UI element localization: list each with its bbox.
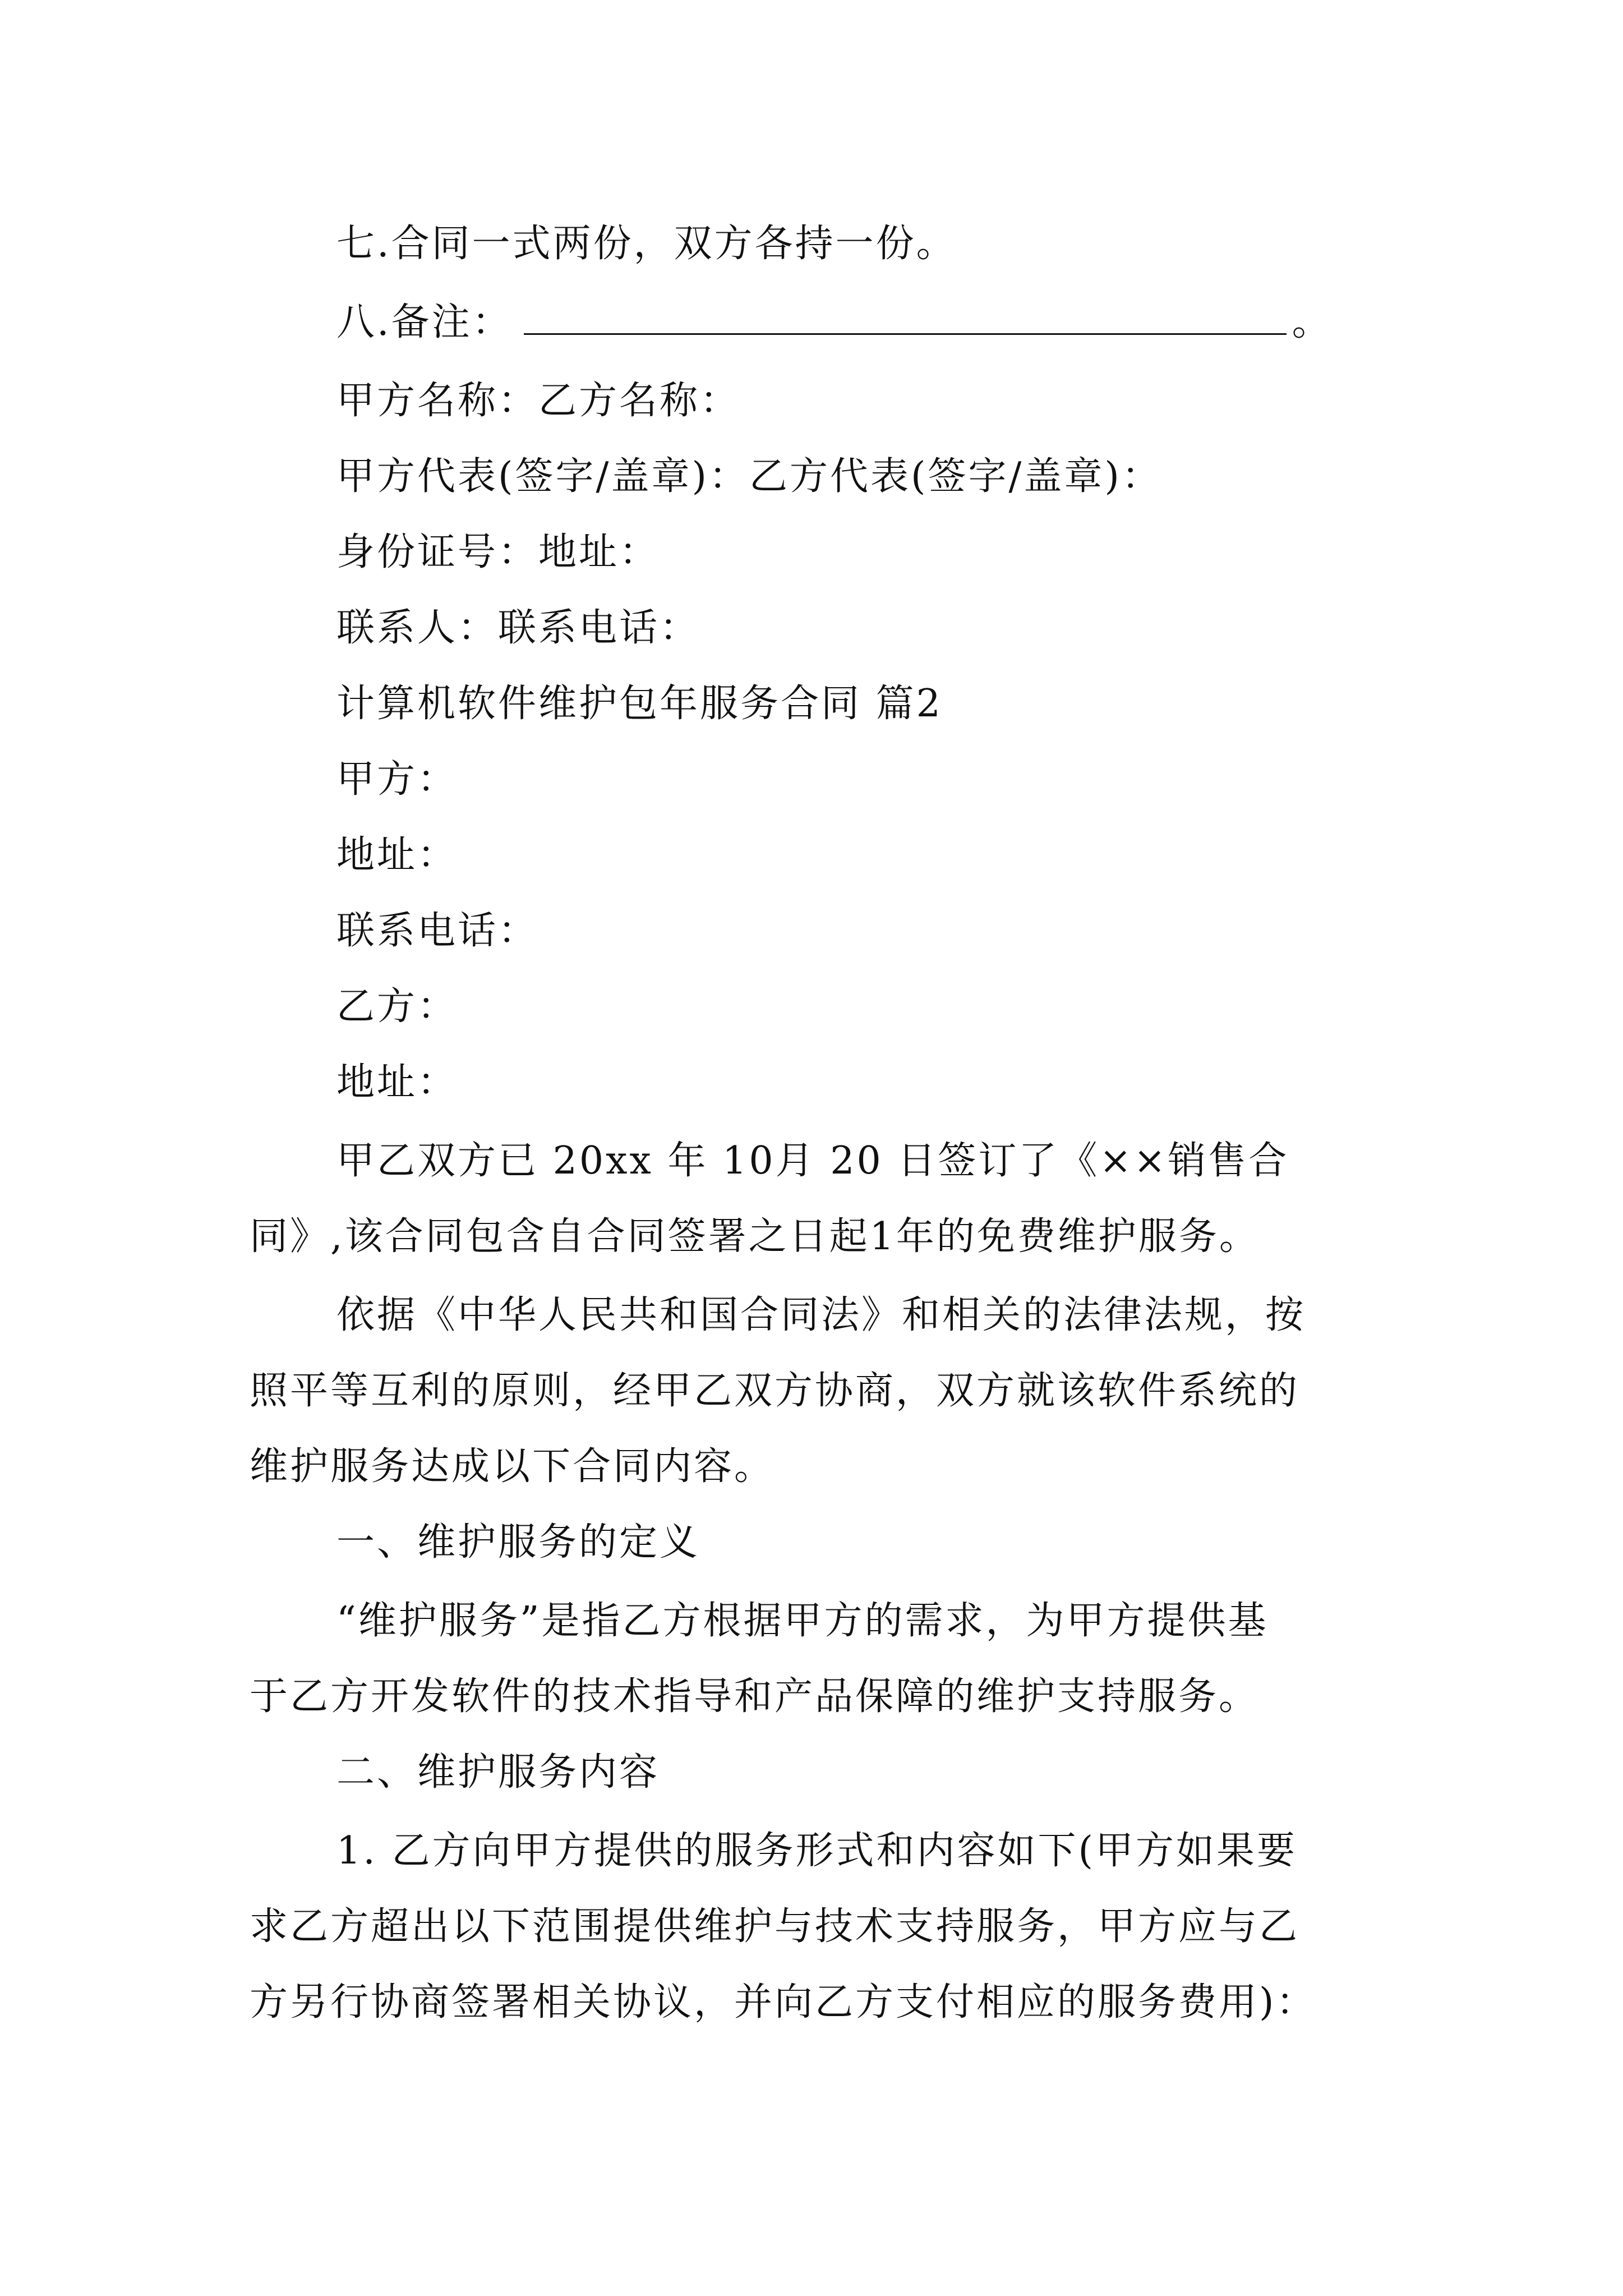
remarks-end: 。 [1292,300,1332,344]
content-line-1: 1. 乙方向甲方提供的服务形式和内容如下(甲方如果要 [336,1829,1298,1873]
paragraph-2-line-2: 照平等互利的原则，经甲乙双方协商，双方就该软件系统的 [250,1369,1300,1413]
clause-8-remarks [336,300,1332,345]
contact-phone: 联系人：联系电话： [336,606,700,650]
party-a-address: 地址： [336,833,458,877]
paragraph-1-line-1: 甲乙双方已 20xx 年 10月 20 日签订了《××销售合 [336,1139,1289,1183]
party-b: 乙方： [336,984,458,1029]
remarks-blank-line [524,301,1287,335]
party-representatives: 甲方代表(签字/盖章)：乙方代表(签字/盖章)： [336,454,1162,499]
paragraph-1-line-2: 同》,该合同包含自合同签署之日起1年的免费维护服务。 [250,1214,1260,1259]
party-names: 甲方名称：乙方名称： [336,379,741,423]
content-line-3: 方另行协商签署相关协议，并向乙方支付相应的服务费用)： [250,1980,1317,2024]
paragraph-2-line-3: 维护服务达成以下合同内容。 [250,1444,775,1489]
heading-content: 二、维护服务内容 [336,1750,660,1795]
id-address: 身份证号：地址： [336,530,660,574]
heading-definition: 一、维护服务的定义 [336,1520,700,1565]
remarks-label: 八.备注： [336,300,513,344]
paragraph-2-line-1: 依据《中华人民共和国合同法》和相关的法律法规，按 [336,1293,1306,1337]
definition-line-2: 于乙方开发软件的技术指导和产品保障的维护支持服务。 [250,1674,1260,1719]
definition-line-1: “维护服务”是指乙方根据甲方的需求，为甲方提供基 [336,1599,1269,1643]
content-line-2: 求乙方超出以下范围提供维护与技术支持服务，甲方应与乙 [250,1904,1300,1949]
party-a-phone: 联系电话： [336,909,539,953]
section-title: 计算机软件维护包年服务合同 篇2 [336,682,943,726]
party-a: 甲方： [336,757,458,802]
party-b-address: 地址： [336,1060,458,1105]
clause-7: 七.合同一式两份，双方各持一份。 [336,222,957,266]
